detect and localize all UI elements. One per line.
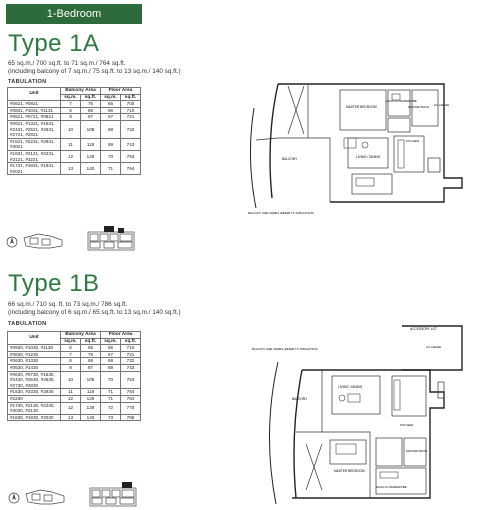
balcony-sqm-cell: 12 <box>61 395 81 402</box>
table-row <box>8 395 141 402</box>
balcony-sqft-cell: 75 <box>81 351 101 358</box>
floor-sqm-cell: 71 <box>101 163 121 175</box>
header-balcony-sqft: sq.ft. <box>81 94 101 101</box>
balcony-sqm-cell: 6 <box>61 345 81 352</box>
table-row <box>8 389 141 396</box>
balcony-sqm-cell: 7 <box>61 101 81 108</box>
header-balcony-sqm: sq.m. <box>61 338 81 345</box>
plan-1a-walkin-label: WALK-IN WARDROBE <box>386 99 417 103</box>
table-row <box>8 120 141 138</box>
floor-sqft-cell: 710 <box>121 345 141 352</box>
plan-1b-ac-label: AC LEDGE <box>426 345 442 349</box>
unit-cell: #0831, #1031, #1131 <box>8 107 61 114</box>
floor-sqm-cell: 71 <box>101 395 121 402</box>
plan-1b-kitchen-label: KITCHEN <box>400 423 414 427</box>
floor-sqft-cell: 721 <box>121 114 141 121</box>
table-row <box>8 138 141 150</box>
type-1b-area-line-1: 66 sq.m./ 710 sq. ft. to 73 sq.m./ 786 sq.ft. <box>8 301 128 308</box>
unit-cell: #1631, #2121, #2231, #3121, #3221 <box>8 150 61 162</box>
table-row <box>8 101 141 108</box>
type-1a-key-plan <box>20 226 140 254</box>
table-row <box>8 163 141 175</box>
unit-cell: #1731, #1831, #1931, #2021 <box>8 163 61 175</box>
balcony-sqm-cell: 12 <box>61 150 81 162</box>
floor-sqm-cell: 69 <box>101 138 121 150</box>
type-1a-floor-plan <box>248 78 476 220</box>
floor-sqft-cell: 764 <box>121 389 141 396</box>
balcony-sqm-cell: 11 <box>61 138 81 150</box>
balcony-sqm-cell: 10 <box>61 120 81 138</box>
header-balcony-sqm: sq.m. <box>61 94 81 101</box>
floor-sqm-cell: 70 <box>101 371 121 389</box>
header-floor-area: Floor Area <box>101 332 141 339</box>
type-1a-area-line-2: (including balcony of 7 sq.m./ 75 sq.ft. to 13 sq.m./ 140 sq.ft.) <box>8 68 181 75</box>
floor-sqm-cell: 68 <box>101 358 121 365</box>
type-1a-title: Type 1A <box>8 30 100 57</box>
floor-sqft-cell: 732 <box>121 120 141 138</box>
type-1a-tabulation-table <box>7 87 141 175</box>
unit-cell: #1830, #1930, #2030 <box>8 414 61 421</box>
type-1b-tabulation-table <box>7 331 141 421</box>
table-row <box>8 351 141 358</box>
table-row <box>8 402 141 414</box>
balcony-sqft-cell: 108 <box>81 120 101 138</box>
table-row <box>8 371 141 389</box>
floor-sqft-cell: 764 <box>121 395 141 402</box>
balcony-sqft-cell: 97 <box>81 114 101 121</box>
header-floor-sqft: sq.ft. <box>121 94 141 101</box>
floor-sqm-cell: 70 <box>101 150 121 162</box>
header-floor-sqm: sq.m. <box>101 338 121 345</box>
balcony-sqft-cell: 140 <box>81 414 101 421</box>
balcony-sqm-cell: 7 <box>61 351 81 358</box>
type-1b-tabulation-label: TABULATION <box>8 321 47 327</box>
balcony-sqft-cell: 118 <box>81 138 101 150</box>
balcony-sqm-cell: 13 <box>61 163 81 175</box>
plan-1b-walkin-label: WALK-IN WARDROBE <box>376 485 407 489</box>
balcony-sqm-cell: 13 <box>61 414 81 421</box>
plan-1b-balcony-size-note: BALCONY SIZE VARIES (REFER TO TABULATION) <box>252 347 318 351</box>
plan-1a-master-label: MASTER BEDROOM <box>346 105 377 109</box>
header-floor-sqm: sq.m. <box>101 94 121 101</box>
table-row <box>8 107 141 114</box>
balcony-sqft-cell: 86 <box>81 358 101 365</box>
plan-1a-living-label: LIVING / DINING <box>356 155 381 159</box>
balcony-sqft-cell: 129 <box>81 395 101 402</box>
type-1a-tabulation-label: TABULATION <box>8 79 47 85</box>
balcony-sqft-cell: 140 <box>81 163 101 175</box>
plan-1a-balcony-size-note: BALCONY SIZE VARIES (REFER TO TABULATION) <box>248 211 314 215</box>
plan-1a-ac-label: AC LEDGE <box>434 103 450 107</box>
header-balcony-sqft: sq.ft. <box>81 338 101 345</box>
floor-sqm-cell: 72 <box>101 402 121 414</box>
floor-sqft-cell: 753 <box>121 371 141 389</box>
unit-cell: #1521, #2231, #2931, #3021 <box>8 138 61 150</box>
balcony-sqm-cell: 8 <box>61 358 81 365</box>
plan-1a-kitchen-label: KITCHEN <box>406 139 420 143</box>
plan-1b-bath-label: MASTER BATH <box>406 449 428 453</box>
balcony-sqm-cell: 12 <box>61 402 81 414</box>
floor-sqft-cell: 732 <box>121 358 141 365</box>
unit-cell: #0630, #1330 <box>8 358 61 365</box>
table-row <box>8 114 141 121</box>
table-row <box>8 150 141 162</box>
plan-1b-living-label: LIVING / DINING <box>338 385 363 389</box>
type-1a-area-line-1: 65 sq.m./ 700 sq.ft. to 71 sq.m./ 764 sq.ft. <box>8 60 126 67</box>
balcony-sqft-cell: 97 <box>81 364 101 371</box>
floor-sqm-cell: 66 <box>101 345 121 352</box>
plan-1b-accessory-label: ACCESSORY LOT <box>410 327 437 331</box>
unit-cell: #0930, #1030, #1130 <box>8 345 61 352</box>
balcony-sqft-cell: 65 <box>81 345 101 352</box>
balcony-sqm-cell: 9 <box>61 364 81 371</box>
floor-sqft-cell: 721 <box>121 351 141 358</box>
balcony-sqft-cell: 86 <box>81 107 101 114</box>
table-row <box>8 414 141 421</box>
plan-1a-balcony-label: BALCONY <box>282 157 298 161</box>
unit-cell: #0621, #1321, #1631, #2431, #2521, #2631, #2721, #2821 <box>8 120 61 138</box>
floor-sqft-cell: 743 <box>121 364 141 371</box>
floor-sqm-cell: 73 <box>101 414 121 421</box>
floor-sqft-cell: 775 <box>121 402 141 414</box>
table-row <box>8 358 141 365</box>
balcony-sqft-cell: 118 <box>81 389 101 396</box>
type-1b-title: Type 1B <box>8 270 100 297</box>
floor-sqm-cell: 68 <box>101 120 121 138</box>
type-1b-area-line-2: (including balcony of 6 sq.m./ 65 sq.ft. to 13 sq.m./ 140 sq.ft.) <box>8 309 181 316</box>
floor-sqm-cell: 65 <box>101 101 121 108</box>
floor-sqm-cell: 71 <box>101 389 121 396</box>
floor-sqft-cell: 786 <box>121 414 141 421</box>
header-floor-area: Floor Area <box>101 88 141 95</box>
balcony-sqm-cell: 11 <box>61 389 81 396</box>
balcony-sqft-cell: 75 <box>81 101 101 108</box>
balcony-sqft-cell: 129 <box>81 402 101 414</box>
floor-sqm-cell: 66 <box>101 107 121 114</box>
header-floor-sqft: sq.ft. <box>121 338 141 345</box>
balcony-sqft-cell: 129 <box>81 150 101 162</box>
category-tag: 1-Bedroom <box>6 4 142 24</box>
unit-cell: #0830, #1230 <box>8 351 61 358</box>
unit-cell: #0621, #0921 <box>8 101 61 108</box>
floor-sqft-cell: 700 <box>121 101 141 108</box>
unit-cell: #0530, #1430 <box>8 364 61 371</box>
plan-1a-bath-label: MASTER BATH <box>408 105 430 109</box>
unit-cell: #0630, #0730, #1530, #2430, #2530, #2630, #2730, #2830 <box>8 371 61 389</box>
floor-sqm-cell: 67 <box>101 351 121 358</box>
floor-sqft-cell: 764 <box>121 163 141 175</box>
floor-sqm-cell: 69 <box>101 364 121 371</box>
header-balcony-area: Balcony Area <box>61 332 101 339</box>
balcony-sqm-cell: 10 <box>61 371 81 389</box>
header-unit: Unit <box>8 88 61 101</box>
type-1b-floor-plan <box>252 322 478 508</box>
balcony-sqft-cell: 108 <box>81 371 101 389</box>
balcony-sqm-cell: 8 <box>61 107 81 114</box>
plan-1b-balcony-label: BALCONY <box>292 397 308 401</box>
floor-sqm-cell: 67 <box>101 114 121 121</box>
unit-cell: #2230 <box>8 395 61 402</box>
floor-sqft-cell: 710 <box>121 107 141 114</box>
header-balcony-area: Balcony Area <box>61 88 101 95</box>
type-1b-key-plan <box>22 482 142 510</box>
unit-cell: #1730, #2130, #2230, #3030, #3130 <box>8 402 61 414</box>
plan-1b-master-label: MASTER BEDROOM <box>334 469 365 473</box>
floor-sqft-cell: 753 <box>121 150 141 162</box>
north-compass-icon <box>6 236 18 248</box>
header-unit: Unit <box>8 332 61 345</box>
table-row <box>8 345 141 352</box>
balcony-sqm-cell: 9 <box>61 114 81 121</box>
unit-cell: #0521, #0721, #0821 <box>8 114 61 121</box>
unit-cell: #1630, #2330, #2930 <box>8 389 61 396</box>
north-compass-icon <box>8 492 20 504</box>
floor-sqft-cell: 743 <box>121 138 141 150</box>
table-row <box>8 364 141 371</box>
